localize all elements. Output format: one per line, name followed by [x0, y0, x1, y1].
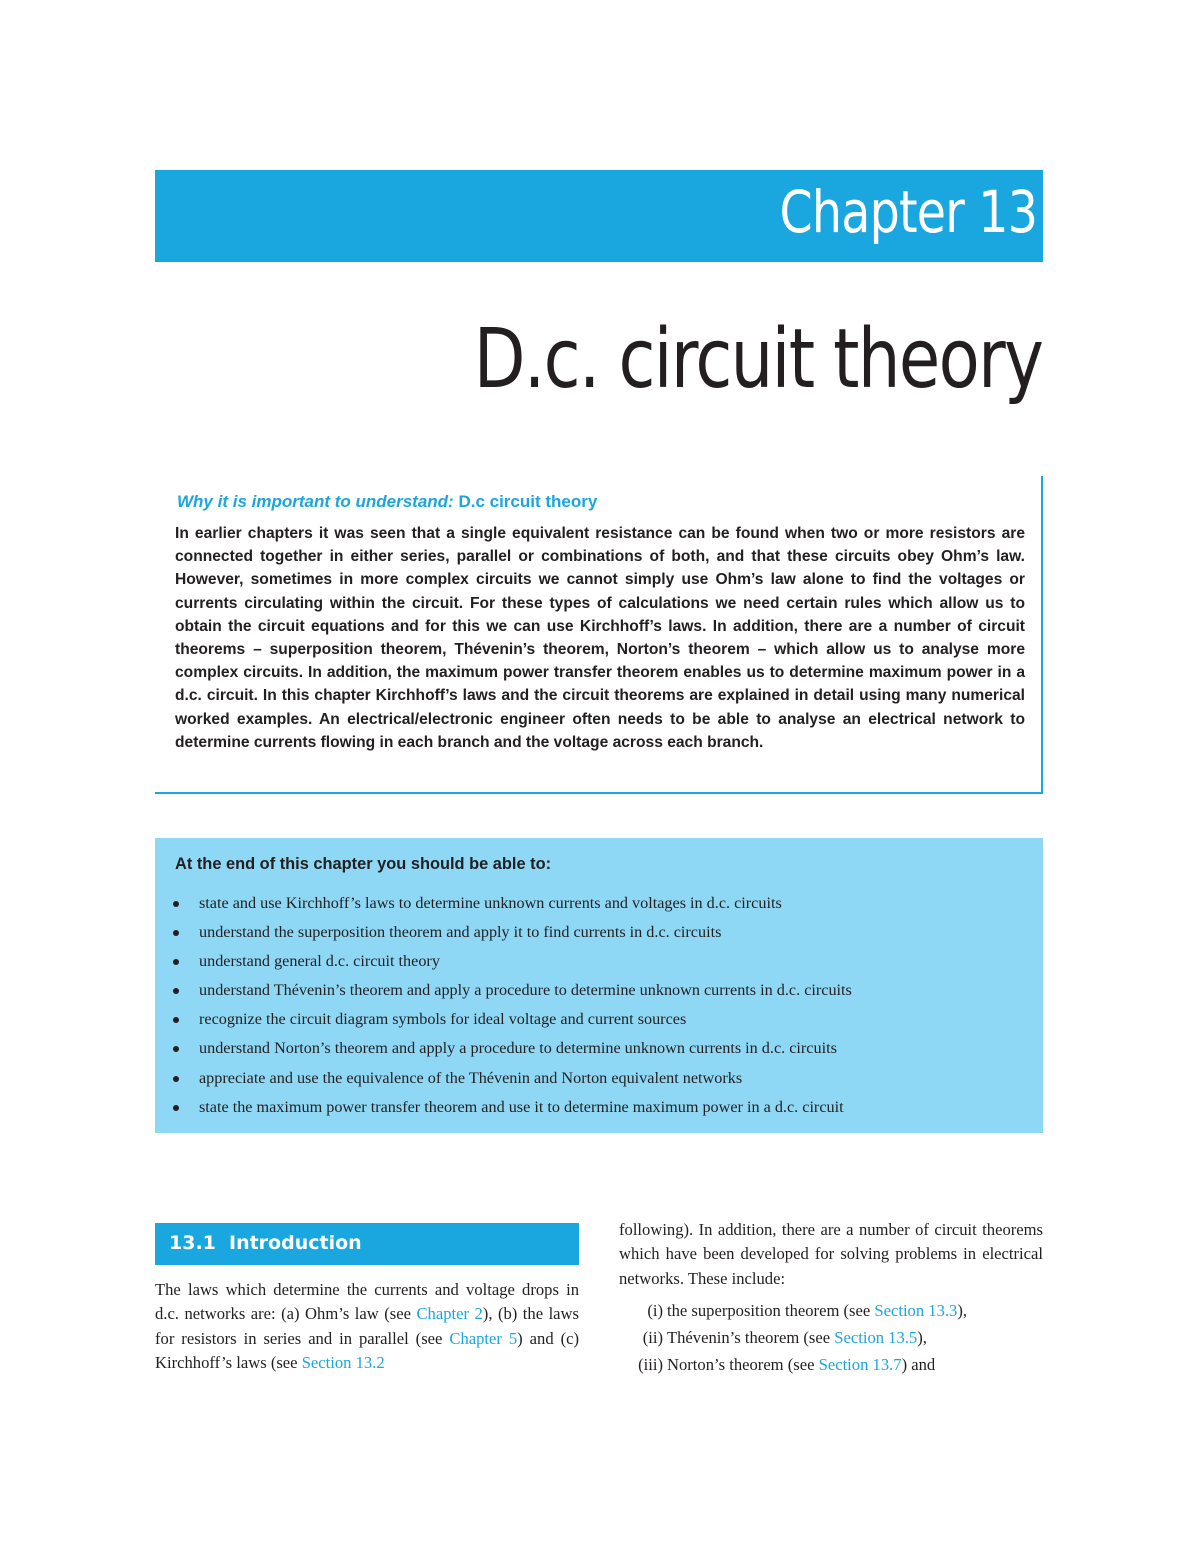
objective-item [171, 979, 852, 1008]
objective-item [171, 1067, 852, 1096]
objective-text: understand general d.c. circuit theory [199, 952, 440, 971]
objective-item [171, 1037, 852, 1066]
why-important-box [155, 476, 1043, 794]
theorem-label: Thévenin’s theorem (see [667, 1327, 835, 1347]
objective-item [171, 1008, 852, 1037]
chapter-banner [155, 170, 1043, 262]
theorem-item [619, 1299, 1043, 1326]
objective-text: state the maximum power transfer theorem and use it to determine maximum power in a d.c. circuit [199, 1097, 844, 1116]
theorem-suffix: ) and [901, 1354, 936, 1374]
theorem-number: (iii) [638, 1354, 663, 1374]
why-important-body: In earlier chapters it was seen that a single equivalent resistance can be found when two or more resistors are connected together in either series, parallel or combinations of both, and that these circuits obey Ohm’s law. However, sometimes in more complex circuits we cannot simply use Ohm’s law alone to find the voltages or currents circulating within the circuit. For these types of calculations we need certain rules which allow us to obtain the circuit equations and for this we can use Kirchhoff’s laws. In addition, there are a number of circuit theorems – superposition theorem, Thévenin’s theorem, Norton’s theorem – which allow us to analyse more complex circuits. In addition, the maximum power transfer theorem enables us to determine maximum power in a d.c. circuit. In this chapter Kirchhoff’s laws and the circuit theorems are explained in detail using many numerical worked examples. An electrical/electronic engineer often needs to be able to analyse an electrical network to determine currents flowing in each branch and the voltage across each branch. [175, 525, 1025, 751]
objective-text: understand the superposition theorem and apply it to find currents in d.c. circuits [199, 923, 722, 942]
theorem-label: Norton’s theorem (see [667, 1354, 819, 1374]
why-heading-lead: Why it is important to understand: [177, 492, 454, 511]
bullet-icon [173, 1017, 179, 1023]
link-section-13-5[interactable]: Section 13.5 [834, 1327, 918, 1347]
section-number: 13.1 [169, 1232, 216, 1254]
section-heading [155, 1223, 579, 1265]
objective-text: understand Norton’s theorem and apply a procedure to determine unknown currents in d.c. circuits [199, 1039, 837, 1058]
objective-item [171, 950, 852, 979]
why-important-heading [177, 492, 597, 512]
objective-text: understand Thévenin’s theorem and apply a procedure to determine unknown currents in d.c. circuits [199, 981, 852, 1000]
theorem-number: (ii) [642, 1327, 663, 1347]
theorem-text [667, 1299, 967, 1323]
intro-text: The laws which determine the currents and voltage drops in d.c. networks are: (a) Ohm’s law (see [155, 1280, 579, 1324]
theorem-suffix: ), [917, 1327, 927, 1347]
link-section-13-3[interactable]: Section 13.3 [874, 1301, 958, 1320]
link-section-13-7[interactable]: Section 13.7 [818, 1354, 902, 1374]
objective-item [171, 1096, 852, 1125]
objectives-list [171, 892, 852, 1125]
theorem-text [667, 1353, 935, 1377]
theorem-label: the superposition theorem (see [667, 1301, 875, 1320]
bullet-icon [173, 1105, 179, 1111]
bullet-icon [173, 901, 179, 907]
why-heading-topic: D.c circuit theory [458, 492, 598, 511]
theorem-suffix: ), [957, 1301, 968, 1320]
link-chapter-5[interactable]: Chapter 5 [449, 1328, 518, 1348]
theorem-number: (i) [647, 1301, 663, 1320]
link-section-13-2[interactable]: Section 13.2 [301, 1353, 385, 1373]
link-chapter-2[interactable]: Chapter 2 [416, 1304, 483, 1324]
objective-text: state and use Kirchhoff’s laws to determine unknown currents and voltages in d.c. circuits [199, 894, 782, 912]
objectives-box [155, 838, 1043, 1133]
intro-paragraph-right: following). In addition, there are a number of circuit theorems which have been developed for solving problems in electrical networks. These include: [619, 1220, 1043, 1288]
bullet-icon [173, 1076, 179, 1082]
theorem-item [619, 1326, 1043, 1353]
chapter-title: D.c. circuit theory [473, 312, 1042, 407]
bullet-icon [173, 988, 179, 994]
intro-text: ), (b) the laws for resistors in series and in parallel (see [155, 1304, 579, 1348]
objective-text: recognize the circuit diagram symbols for ideal voltage and current sources [199, 1010, 687, 1029]
theorem-list [619, 1299, 1043, 1379]
theorem-text [667, 1326, 927, 1350]
objective-item [171, 921, 852, 950]
theorem-item [619, 1353, 1043, 1380]
chapter-label: Chapter 13 [779, 178, 1037, 246]
bullet-icon [173, 930, 179, 936]
bullet-icon [173, 959, 179, 965]
intro-text: ) and (c) Kirchhoff’s laws (see [155, 1328, 579, 1373]
objective-item [171, 892, 852, 921]
section-title: Introduction [229, 1232, 362, 1254]
objectives-heading: At the end of this chapter you should be able to: [175, 855, 552, 873]
objective-text: appreciate and use the equivalence of the Thévenin and Norton equivalent networks [199, 1068, 743, 1087]
intro-paragraph-left [155, 1278, 579, 1376]
bullet-icon [173, 1046, 179, 1052]
